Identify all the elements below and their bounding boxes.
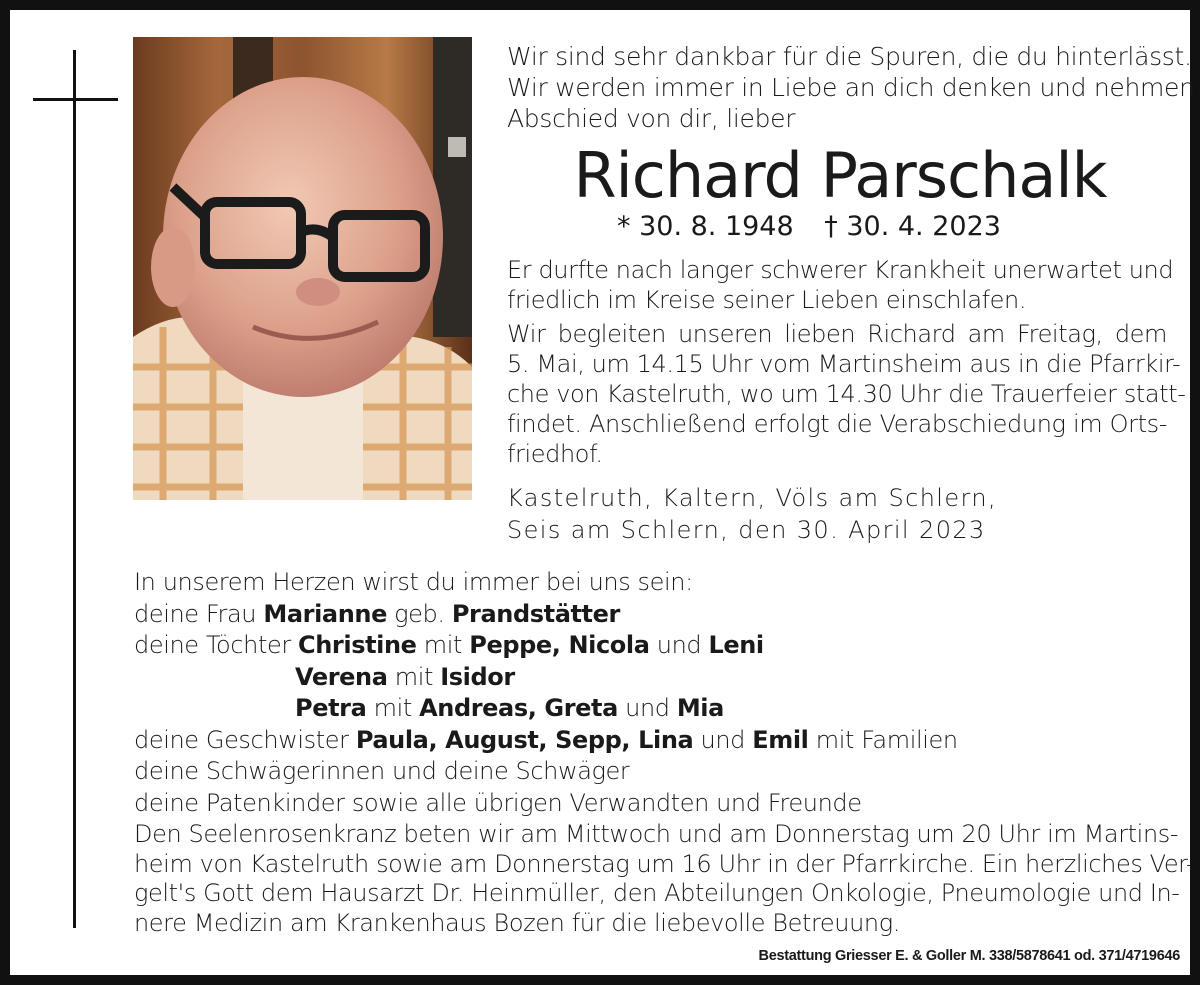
paragraph-line: Wir begleiten unseren lieben Richard am Freitag, dem xyxy=(507,320,1167,348)
place-and-date xyxy=(507,482,1027,546)
mourner-daughter xyxy=(134,662,1034,694)
daughter-name: Christine xyxy=(298,631,417,659)
partner-name: Isidor xyxy=(440,662,515,691)
funeral-paragraph xyxy=(507,319,1186,469)
closing-line: nere Medizin am Krankenhaus Bozen für die liebevolle Betreuung. xyxy=(134,908,900,937)
closing-paragraph xyxy=(134,820,1195,938)
separator: , xyxy=(527,694,545,722)
label-text: mit xyxy=(416,631,470,659)
paragraph-line: friedhof. xyxy=(507,440,603,468)
sibling-name: Emil xyxy=(752,725,809,754)
paragraph-line: Er durfte nach langer schwerer Krankheit unerwartet und xyxy=(507,256,1174,284)
mourners-heading: In unserem Herzen wirst du immer bei uns sein: xyxy=(134,568,693,596)
place-line: Seis am Schlern, den 30. April 2023 xyxy=(507,516,986,544)
label-text: mit xyxy=(366,694,420,722)
closing-line: heim von Kastelruth sowie am Donnerstag um 16 Uhr in der Pfarrkirche. Ein herzliches Ver- xyxy=(134,849,1195,878)
daughter-name: Verena xyxy=(295,662,388,691)
partner-name: Andreas xyxy=(419,694,528,722)
mourner-wife xyxy=(134,599,1034,631)
grandchild-name: Mia xyxy=(676,694,724,722)
label-text: deine Frau xyxy=(134,599,264,628)
life-dates xyxy=(617,210,1001,244)
label-text: deine Töchter xyxy=(134,631,299,659)
label-text: und xyxy=(649,631,709,659)
paragraph-line: friedlich im Kreise seiner Lieben einschlafen. xyxy=(507,286,1027,314)
sibling-names: Paula, August, Sepp, Lina xyxy=(355,725,694,754)
partner-name: Peppe xyxy=(469,631,552,659)
paragraph-line: findet. Anschließend erfolgt die Verabschiedung im Orts- xyxy=(507,410,1167,438)
cross-icon xyxy=(73,50,76,928)
closing-line: Den Seelenrosenkranz beten wir am Mittwoch und am Donnerstag um 20 Uhr im Martins- xyxy=(134,820,1179,848)
intro-line: Wir sind sehr dankbar für die Spuren, die du hinterlässt. xyxy=(507,42,1192,71)
label-text: mit Familien xyxy=(808,725,958,754)
birth-date: * 30. 8. 1948 xyxy=(617,211,794,242)
paragraph-line: che von Kastelruth, wo um 14.30 Uhr die Trauerfeier statt- xyxy=(507,380,1186,408)
wife-maiden-name: Prandstätter xyxy=(451,599,620,628)
paragraph-line: 5. Mai, um 14.15 Uhr vom Martinsheim aus in die Pfarrkir- xyxy=(507,350,1181,378)
closing-line: gelt's Gott dem Hausarzt Dr. Heinmüller, den Abteilungen Onkologie, Pneumologie und In- xyxy=(134,879,1180,907)
label-text: mit xyxy=(387,662,441,691)
mourner-inlaws: deine Schwägerinnen und deine Schwäger xyxy=(134,757,630,785)
grandchild-name: Greta xyxy=(544,694,618,722)
funeral-home-footer: Bestattung Griesser E. & Goller M. 338/5878641 od. 371/4719646 xyxy=(758,948,1180,964)
grandchild-name: Leni xyxy=(708,631,764,659)
label-text: und xyxy=(617,694,677,722)
mourner-daughter xyxy=(134,630,1034,662)
intro-text xyxy=(507,41,1195,134)
separator: , xyxy=(551,631,569,659)
cross-icon-crossbar xyxy=(33,98,118,101)
death-paragraph xyxy=(507,255,1174,315)
place-line: Kastelruth, Kaltern, Völs am Schlern, xyxy=(507,484,998,512)
daughter-name: Petra xyxy=(295,694,367,722)
mourners-list xyxy=(134,567,1034,819)
death-date: † 30. 4. 2023 xyxy=(824,211,1001,242)
label-text: und xyxy=(693,725,753,754)
intro-line: Wir werden immer in Liebe an dich denken und nehmen xyxy=(507,73,1195,102)
label-text: deine Geschwister xyxy=(134,725,356,754)
grandchild-name: Nicola xyxy=(568,631,650,659)
mourner-daughter xyxy=(134,693,1034,725)
wife-name: Marianne xyxy=(263,599,387,628)
deceased-name: Richard Parschalk xyxy=(573,139,1107,212)
label-text: geb. xyxy=(386,599,452,628)
mourner-siblings xyxy=(134,725,1034,757)
mourner-godchildren: deine Patenkinder sowie alle übrigen Verwandten und Freunde xyxy=(134,788,862,817)
intro-line: Abschied von dir, lieber xyxy=(507,104,796,133)
portrait-photo xyxy=(133,37,472,500)
